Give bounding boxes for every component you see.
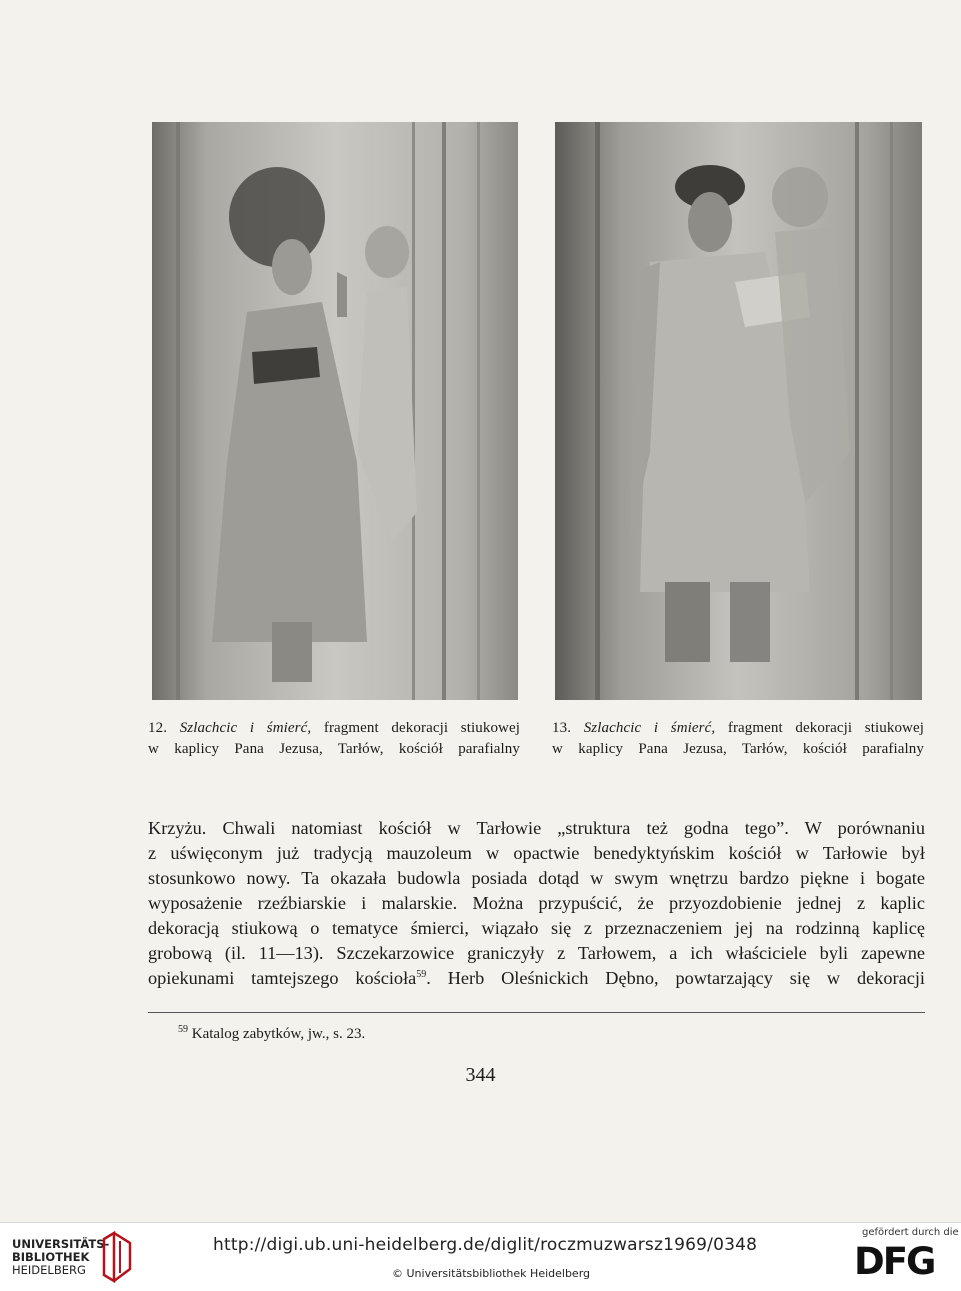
figure-12-caption [148, 718, 520, 760]
footnote [178, 1026, 365, 1043]
figure-13-caption [552, 718, 924, 760]
body-line: grobową (il. 11—13). Szczekarzowice graniczyły z Tarłowem, a ich właściciele byli zapewne [148, 943, 925, 963]
figure-title: Szlachcic i śmierć, [583, 720, 716, 736]
body-line: dekoracją stiukową o tematyce śmierci, wiązało się z przeznaczeniem jej na rodzinną kaplicę [148, 918, 925, 938]
footnote-divider [148, 1012, 925, 1013]
body-line: stosunkowo nowy. Ta okazała budowla posiada dotąd w swym wnętrzu bardzo piękne i bogate [148, 868, 925, 888]
caption-line-2: w kaplicy Pana Jezusa, Tarłów, kościół parafialny [148, 741, 520, 757]
stucco-relief-photo-icon [152, 122, 518, 700]
dfg-logo[interactable]: DFG [854, 1240, 935, 1283]
figure-number: 12. [148, 720, 168, 736]
body-line: wyposażenie rzeźbiarskie i malarskie. Można przypuścić, że przyozdobienie jednej z kaplic [148, 893, 925, 913]
figure-13-photo [555, 122, 922, 700]
footnote-reference[interactable]: 59 [416, 968, 427, 980]
body-text-fragment: . Herb Oleśnickich Dębno, powtarzający się w dekoracji [426, 968, 925, 988]
library-name-line: UNIVERSITÄTS- [12, 1237, 110, 1251]
caption-line-1 [148, 718, 520, 739]
body-line [148, 966, 925, 991]
library-name-line: HEIDELBERG [12, 1263, 86, 1277]
caption-line-2: w kaplicy Pana Jezusa, Tarłów, kościół parafialny [552, 741, 924, 757]
library-name[interactable] [12, 1238, 109, 1277]
body-line: Krzyżu. Chwali natomiast kościół w Tarłowie „struktura też godna tego”. W porównaniu [148, 818, 925, 838]
figure-title: Szlachcic i śmierć, [179, 720, 312, 736]
page-number: 344 [465, 1064, 496, 1086]
caption-text: fragment dekoracji stiukowej [727, 720, 924, 736]
figure-number: 13. [552, 720, 572, 736]
library-name-line: BIBLIOTHEK [12, 1250, 90, 1264]
permalink-url[interactable]: http://digi.ub.uni-heidelberg.de/diglit/roczmuzwarsz1969/0348 [213, 1235, 758, 1255]
body-line: z uświęconym już tradycją mauzoleum w opactwie benedyktyńskim kościół w Tarłowie był [148, 843, 925, 863]
figure-12-photo [152, 122, 518, 700]
body-text-fragment: opiekunami tamtejszego kościoła [148, 968, 417, 988]
copyright-notice: © Universitätsbibliothek Heidelberg [392, 1267, 591, 1280]
stucco-relief-photo-icon [555, 122, 922, 700]
body-paragraph [148, 816, 925, 991]
caption-text: fragment dekoracji stiukowej [323, 720, 520, 736]
footer-bar [0, 1222, 961, 1291]
footnote-text: Katalog zabytków, jw., s. 23. [191, 1026, 366, 1042]
caption-line-1 [552, 718, 924, 739]
library-logo-icon[interactable] [100, 1231, 134, 1283]
funding-label: gefördert durch die [862, 1227, 959, 1238]
footnote-marker: 59 [178, 1024, 188, 1035]
